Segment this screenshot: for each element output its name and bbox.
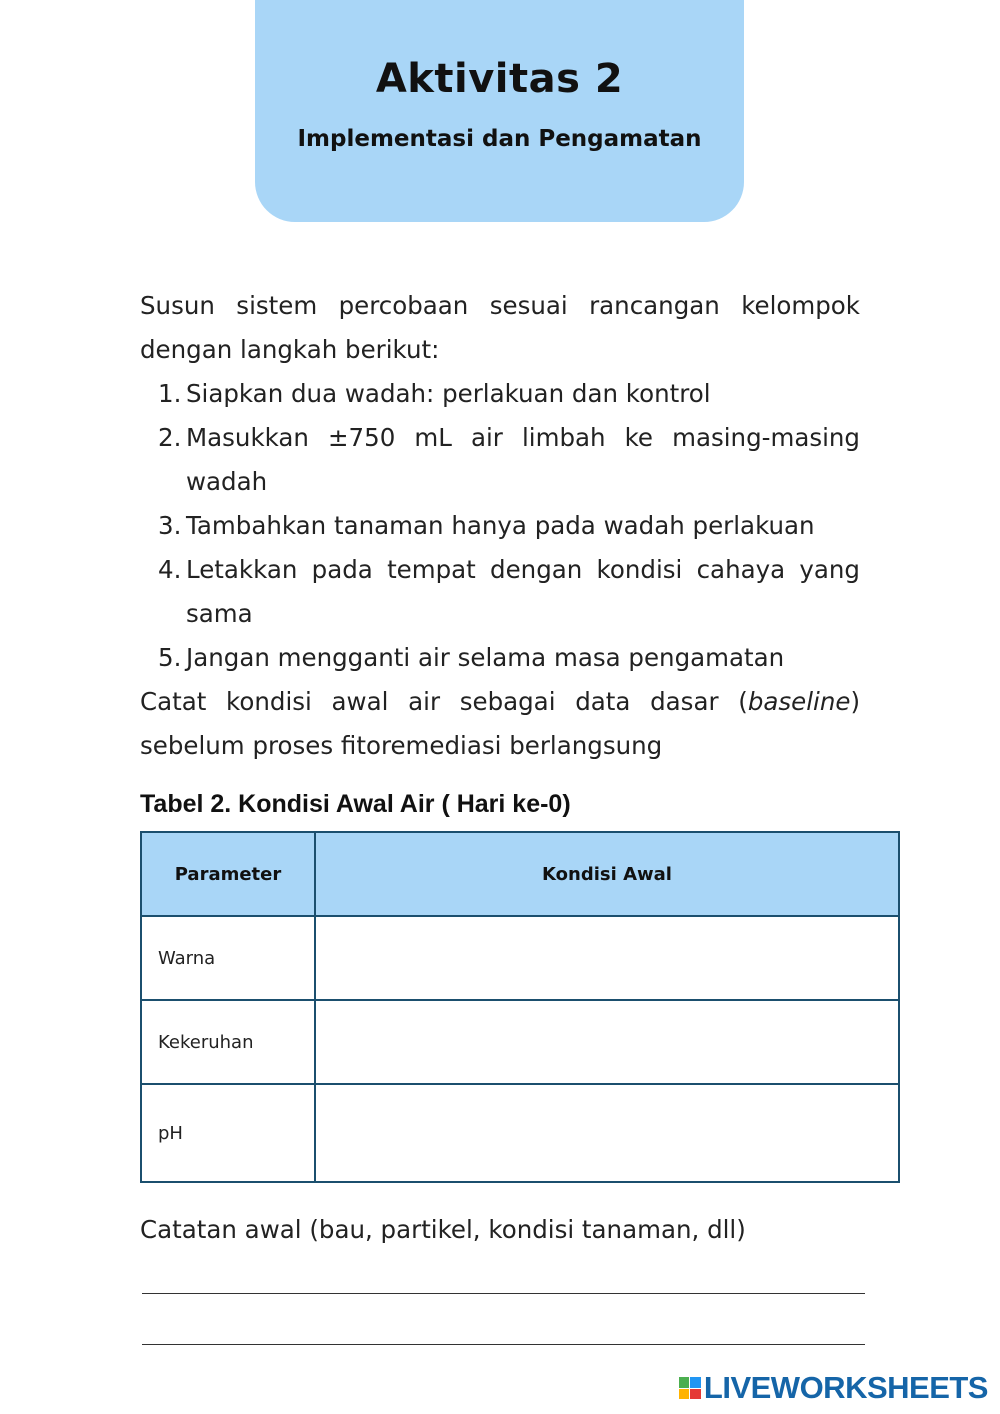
closing-text-before: Catat kondisi awal air sebagai data dasar ( <box>140 687 748 716</box>
instructions <box>140 284 860 768</box>
notes-answer-line[interactable] <box>142 1344 865 1345</box>
header-parameter: Parameter <box>141 832 315 916</box>
closing-italic-term: baseline <box>747 687 851 716</box>
answer-cell[interactable] <box>315 1000 899 1084</box>
parameter-cell: Kekeruhan <box>141 1000 315 1084</box>
initial-condition-table <box>140 831 900 1183</box>
activity-subtitle: Implementasi dan Pengamatan <box>297 126 702 152</box>
answer-cell[interactable] <box>315 916 899 1000</box>
notes-label: Catatan awal (bau, partikel, kondisi tanaman, dll) <box>140 1215 746 1244</box>
parameter-cell: pH <box>141 1084 315 1182</box>
watermark-text: LIVEWORKSHEETS <box>703 1370 988 1405</box>
activity-header <box>255 0 744 222</box>
header-initial-condition: Kondisi Awal <box>315 832 899 916</box>
table-header-row <box>141 832 899 916</box>
liveworksheets-watermark <box>679 1370 988 1406</box>
step-item <box>140 372 860 416</box>
step-number: 5. <box>158 643 182 672</box>
step-item <box>140 548 860 636</box>
parameter-cell: Warna <box>141 916 315 1000</box>
step-text: Masukkan ±750 mL air limbah ke masing-masing wadah <box>186 423 860 496</box>
closing-text-after: ) sebelum proses fitoremediasi berlangsung <box>140 687 860 760</box>
liveworksheets-logo-icon <box>679 1377 701 1399</box>
step-item <box>140 416 860 504</box>
step-text: Jangan mengganti air selama masa pengamatan <box>186 643 785 672</box>
table-row <box>141 916 899 1000</box>
step-text: Siapkan dua wadah: perlakuan dan kontrol <box>186 379 711 408</box>
step-number: 2. <box>158 423 182 452</box>
table-row <box>141 1084 899 1182</box>
table-caption: Tabel 2. Kondisi Awal Air ( Hari ke-0) <box>140 790 571 818</box>
step-number: 3. <box>158 511 182 540</box>
steps-list <box>140 372 860 680</box>
activity-title: Aktivitas 2 <box>375 56 624 102</box>
step-item <box>140 504 860 548</box>
intro-paragraph: Susun sistem percobaan sesuai rancangan kelompok dengan langkah berikut: <box>140 291 860 364</box>
step-number: 4. <box>158 555 182 584</box>
step-number: 1. <box>158 379 182 408</box>
answer-cell[interactable] <box>315 1084 899 1182</box>
step-item <box>140 636 860 680</box>
notes-answer-line[interactable] <box>142 1293 865 1294</box>
step-text: Tambahkan tanaman hanya pada wadah perlakuan <box>186 511 815 540</box>
closing-paragraph <box>140 680 860 768</box>
table-row <box>141 1000 899 1084</box>
step-text: Letakkan pada tempat dengan kondisi cahaya yang sama <box>186 555 860 628</box>
